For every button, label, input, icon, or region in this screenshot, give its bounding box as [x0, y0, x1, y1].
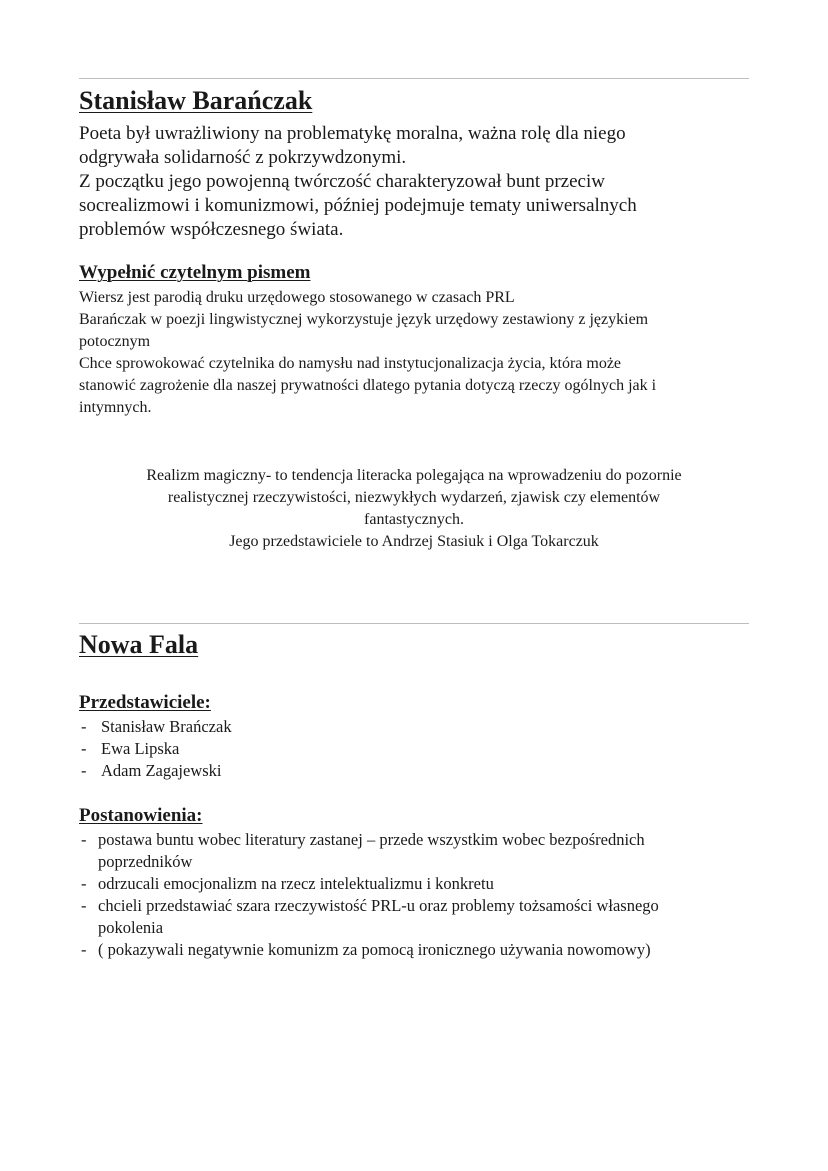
list-item: - Stanisław Brańczak — [79, 716, 751, 738]
lead-line: problemów współczesnego świata. — [79, 219, 344, 240]
resolutions-block — [79, 805, 751, 961]
representatives-heading: Przedstawiciele: — [79, 692, 211, 713]
list-item: - ( pokazywali negatywnie komunizm za pomocą ironicznego używania nowomowy) — [79, 939, 719, 961]
list-item: - Adam Zagajewski — [79, 760, 751, 782]
realism-line: fantastycznych. — [364, 511, 464, 528]
resolutions-list — [79, 829, 719, 961]
poem-subheading: Wypełnić czytelnym pismem — [79, 262, 311, 283]
realism-line: Jego przedstawiciele to Andrzej Stasiuk i Olga Tokarczuk — [229, 533, 599, 550]
representatives-block — [79, 692, 751, 782]
poem-subsection — [79, 262, 751, 284]
list-item: - odrzucali emocjonalizm na rzecz intelektualizmu i konkretu — [79, 873, 719, 895]
body-line: Chce sprowokować czytelnika do namysłu nad instytucjonalizacja życia, która może — [79, 355, 622, 372]
body-line: stanowić zagrożenie dla naszej prywatności dlatego pytania dotyczą rzeczy ogólnych jak i — [79, 377, 657, 394]
section-baranczak — [79, 86, 751, 116]
section-divider-middle — [79, 623, 749, 624]
section-title-baranczak: Stanisław Barańczak — [79, 86, 313, 115]
realism-paragraph — [79, 465, 749, 553]
section-divider-top — [79, 78, 749, 79]
body-line: intymnych. — [79, 399, 152, 416]
realism-line: realistycznej rzeczywistości, niezwykłych wydarzeń, zjawisk czy elementów — [167, 489, 661, 506]
list-item: - Ewa Lipska — [79, 738, 751, 760]
resolutions-heading: Postanowienia: — [79, 805, 203, 826]
section-title-nowa-fala: Nowa Fala — [79, 630, 199, 659]
poem-body — [79, 287, 751, 419]
lead-line: Poeta był uwrażliwiony na problematykę moralna, ważna rolę dla niego — [79, 123, 626, 144]
representatives-list — [79, 716, 751, 782]
lead-line: Z początku jego powojenną twórczość charakteryzował bunt przeciw — [79, 171, 605, 192]
baranczak-lead — [79, 122, 751, 242]
lead-line: socrealizmowi i komunizmowi, później podejmuje tematy uniwersalnych — [79, 195, 637, 216]
list-item: - postawa buntu wobec literatury zastanej – przede wszystkim wobec bezpośrednich poprzedników — [79, 829, 719, 873]
list-item: - chcieli przedstawiać szara rzeczywistość PRL-u oraz problemy tożsamości własnego pokolenia — [79, 895, 719, 939]
body-line: Wiersz jest parodią druku urzędowego stosowanego w czasach PRL — [79, 289, 515, 306]
section-nowa-fala — [79, 630, 751, 660]
lead-line: odgrywała solidarność z pokrzywdzonymi. — [79, 147, 407, 168]
body-line: Barańczak w poezji lingwistycznej wykorzystuje język urzędowy zestawiony z językiem — [79, 311, 649, 328]
body-line: potocznym — [79, 333, 151, 350]
realism-line: Realizm magiczny- to tendencja literacka polegająca na wprowadzeniu do pozornie — [146, 467, 682, 484]
